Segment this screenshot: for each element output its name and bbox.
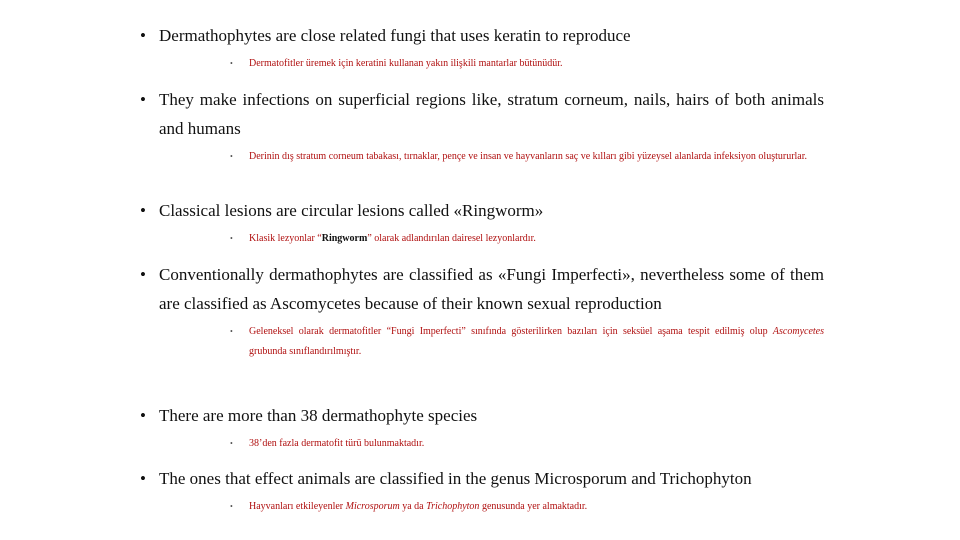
sub-bullet-icon: •	[230, 439, 233, 448]
sub-point-text-a: Klasik lezyonlar “	[249, 233, 322, 244]
sub-point-text: 38’den fazla dermatofit türü bulunmaktadır.	[249, 438, 425, 449]
sub-point	[230, 147, 824, 167]
sub-point-text: Derinin dış stratum corneum tabakası, tırnaklar, pençe ve insan ve hayvanların saç ve kılları gibi yüzeysel alanlarda infeksiyon oluştururlar.	[249, 151, 808, 162]
sub-bullet-icon: •	[230, 502, 233, 511]
main-point	[140, 85, 824, 143]
bullet-icon: •	[140, 406, 146, 425]
bullet-icon: •	[140, 26, 146, 45]
bullet-icon: •	[140, 90, 146, 109]
bullet-item-6	[140, 464, 824, 517]
main-point	[140, 21, 824, 50]
sub-bullet-icon: •	[230, 152, 233, 161]
sub-point	[230, 54, 824, 74]
sub-point	[230, 497, 824, 517]
main-point-text: Dermathophytes are close related fungi that uses keratin to reproduce	[159, 26, 631, 45]
sub-point-italic-1: Microsporum	[345, 501, 400, 512]
sub-point-text-c: grubunda sınıflandırılmıştır.	[249, 346, 362, 357]
main-point-text: They make infections on superficial regions like, stratum corneum, nails, hairs of both animals and humans	[159, 90, 824, 138]
sub-point-text-c: ya da	[399, 501, 427, 512]
bullet-item-4	[140, 260, 824, 362]
sub-bullet-icon: •	[230, 327, 233, 336]
main-point	[140, 260, 824, 318]
bullet-item-1	[140, 21, 824, 74]
bullet-item-5	[140, 401, 824, 454]
bullet-item-3	[140, 196, 824, 249]
main-point	[140, 196, 824, 225]
main-point	[140, 464, 824, 493]
sub-point-text: Dermatofitler üremek için keratini kullanan yakın ilişkili mantarlar bütünüdür.	[249, 58, 563, 69]
bullet-icon: •	[140, 469, 146, 488]
sub-point-italic: Ascomycetes	[772, 326, 824, 337]
sub-point	[230, 229, 824, 249]
main-point-text: The ones that effect animals are classified in the genus Microsporum and Trichophyton	[159, 469, 752, 488]
main-point-text: There are more than 38 dermathophyte species	[159, 406, 478, 425]
sub-bullet-icon: •	[230, 59, 233, 68]
sub-point-text-c: ” olarak adlandırılan dairesel lezyonlardır.	[367, 233, 536, 244]
bullet-icon: •	[140, 201, 146, 220]
sub-point	[230, 322, 824, 362]
main-point-text: Classical lesions are circular lesions called «Ringworm»	[159, 201, 544, 220]
sub-point-emphasis: Ringworm	[321, 233, 368, 244]
bullet-item-2	[140, 85, 824, 167]
sub-point-text-a: Hayvanları etkileyenler	[249, 501, 346, 512]
sub-point-text-e: genusunda yer almaktadır.	[479, 501, 588, 512]
bullet-icon: •	[140, 265, 146, 284]
sub-point-italic-2: Trichophyton	[426, 501, 480, 512]
main-point	[140, 401, 824, 430]
main-point-text: Conventionally dermathophytes are classified as «Fungi Imperfecti», nevertheless some of them are classified as Ascomycetes because of their known sexual reproduction	[159, 265, 824, 313]
sub-point	[230, 434, 824, 454]
sub-bullet-icon: •	[230, 234, 233, 243]
sub-point-text-a: Geleneksel olarak dermatofitler “Fungi Imperfecti” sınıfında gösterilirken bazıları için seksüel aşama tespit edilmiş olup	[249, 326, 773, 337]
